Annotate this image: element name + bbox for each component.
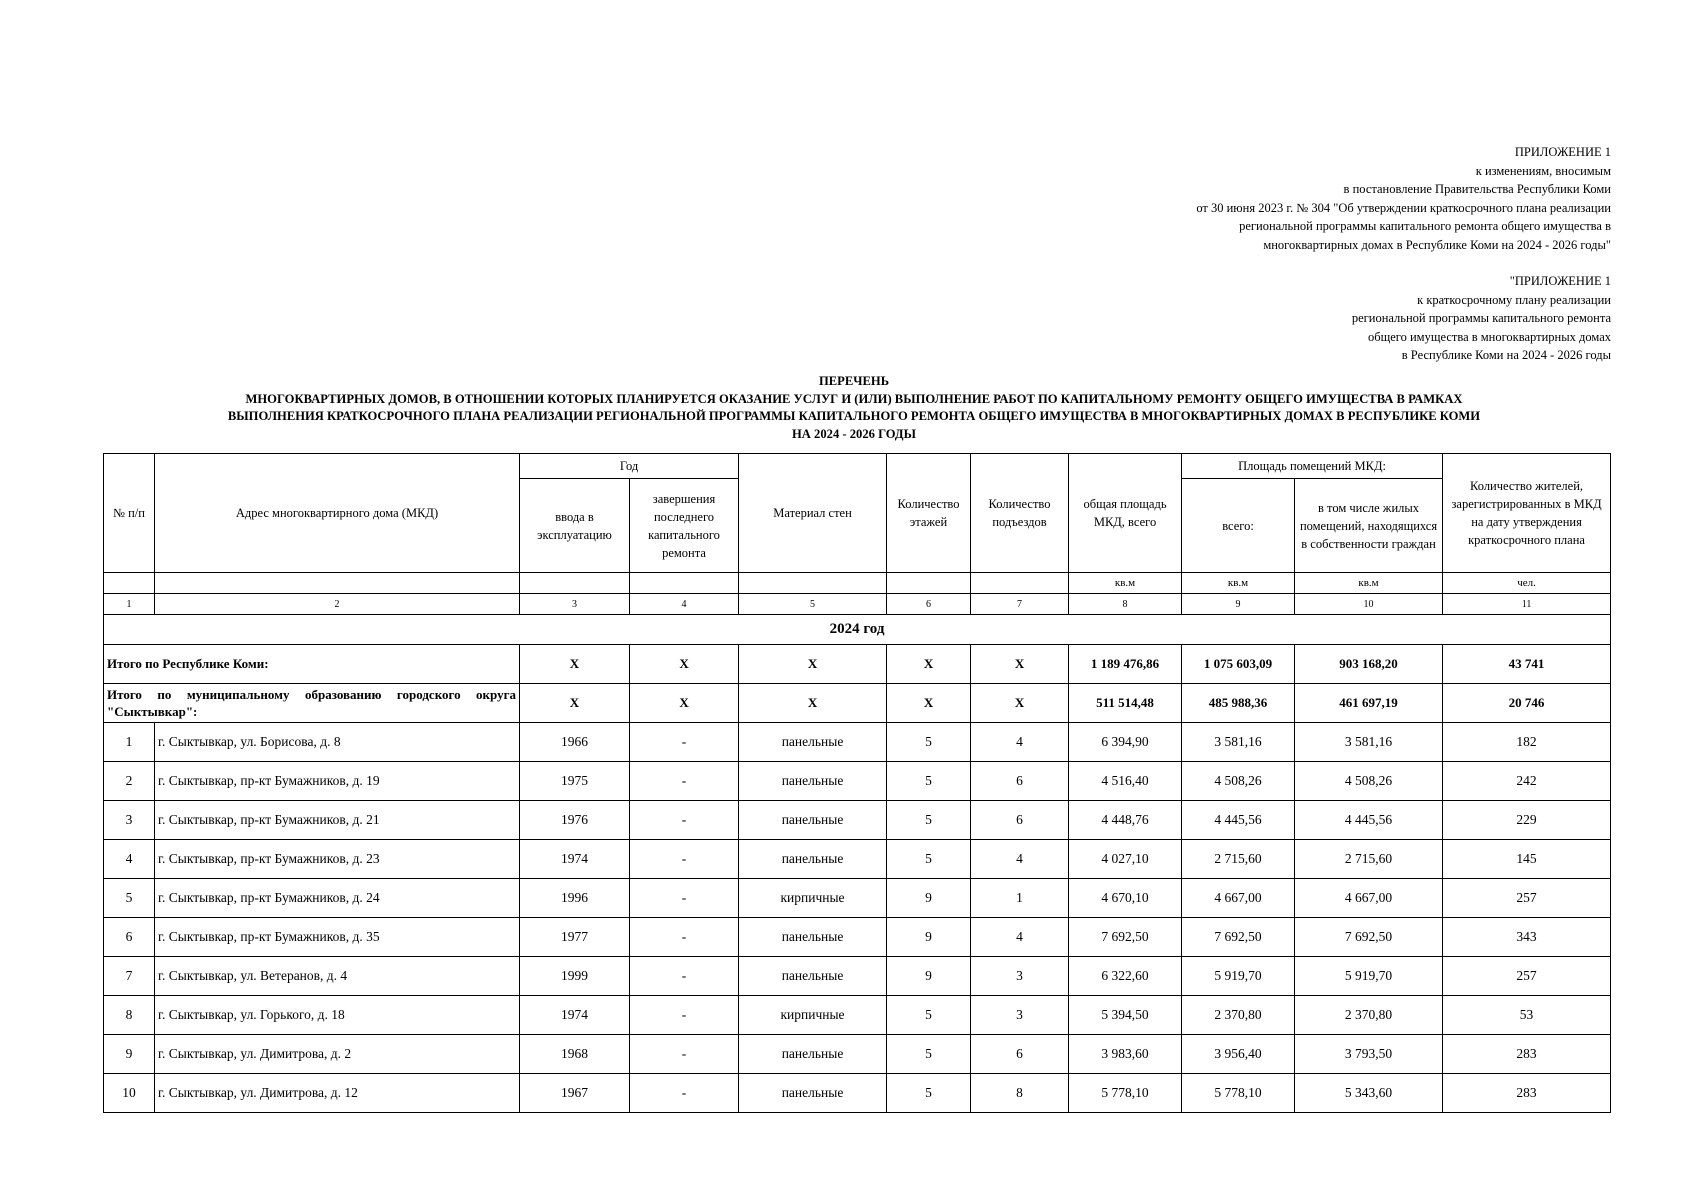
total-area-cell: 4 670,10 [1069, 879, 1182, 918]
table-row [104, 996, 1611, 1035]
entrances-cell: 6 [971, 801, 1069, 840]
header-year-last-repair: завершения последнего капитального ремонта [630, 479, 739, 573]
wall-material-cell: панельные [739, 1074, 887, 1113]
total-cell: X [630, 684, 739, 723]
total-cell: 20 746 [1443, 684, 1611, 723]
area-citizens-cell: 7 692,50 [1295, 918, 1443, 957]
row-number: 4 [104, 840, 155, 879]
address-cell: г. Сыктывкар, пр-кт Бумажников, д. 23 [155, 840, 520, 879]
entrances-cell: 4 [971, 918, 1069, 957]
header-year: Год [520, 454, 739, 479]
wall-material-cell: кирпичные [739, 996, 887, 1035]
entrances-cell: 4 [971, 840, 1069, 879]
total-republic-row [104, 645, 1611, 684]
area-all-cell: 2 370,80 [1182, 996, 1295, 1035]
header-floors: Количество этажей [887, 454, 971, 573]
entrances-cell: 8 [971, 1074, 1069, 1113]
title-line: НА 2024 - 2026 ГОДЫ [792, 426, 916, 441]
area-citizens-cell: 2 370,80 [1295, 996, 1443, 1035]
header-year-commission: ввода в эксплуатацию [520, 479, 630, 573]
last-repair-year-cell: - [630, 840, 739, 879]
area-all-cell: 7 692,50 [1182, 918, 1295, 957]
address-cell: г. Сыктывкар, пр-кт Бумажников, д. 24 [155, 879, 520, 918]
address-cell: г. Сыктывкар, пр-кт Бумажников, д. 21 [155, 801, 520, 840]
entrances-cell: 6 [971, 762, 1069, 801]
total-area-cell: 4 516,40 [1069, 762, 1182, 801]
last-repair-year-cell: - [630, 801, 739, 840]
row-number: 10 [104, 1074, 155, 1113]
total-area-cell: 6 322,60 [1069, 957, 1182, 996]
commission-year-cell: 1975 [520, 762, 630, 801]
commission-year-cell: 1966 [520, 723, 630, 762]
row-number: 9 [104, 1035, 155, 1074]
area-all-cell: 5 778,10 [1182, 1074, 1295, 1113]
address-cell: г. Сыктывкар, ул. Ветеранов, д. 4 [155, 957, 520, 996]
last-repair-year-cell: - [630, 879, 739, 918]
table-row [104, 1074, 1611, 1113]
total-cell: X [520, 645, 630, 684]
total-area-cell: 4 027,10 [1069, 840, 1182, 879]
unit-empty [155, 573, 520, 594]
table-row [104, 723, 1611, 762]
table-row [104, 801, 1611, 840]
area-citizens-cell: 3 793,50 [1295, 1035, 1443, 1074]
appendix-line: многоквартирных домах в Республике Коми на 2024 - 2026 годы" [1263, 237, 1611, 252]
appendix-line: к изменениям, вносимым [1475, 163, 1611, 178]
table-row [104, 957, 1611, 996]
total-cell: X [739, 684, 887, 723]
header-residents: Количество жителей, зарегистрированных в МКД на дату утверждения краткосрочного плана [1443, 454, 1611, 573]
area-citizens-cell: 3 581,16 [1295, 723, 1443, 762]
appendix-line: ПРИЛОЖЕНИЕ 1 [1514, 145, 1611, 159]
appendix-line: в Республике Коми на 2024 - 2026 годы [1401, 348, 1611, 362]
row-number: 2 [104, 762, 155, 801]
residents-cell: 145 [1443, 840, 1611, 879]
total-area-cell: 7 692,50 [1069, 918, 1182, 957]
total-label: Итого по Республике Коми: [104, 645, 520, 684]
total-cell: X [630, 645, 739, 684]
unit-empty [630, 573, 739, 594]
residents-cell: 257 [1443, 957, 1611, 996]
column-number-row [104, 594, 1611, 615]
floors-cell: 9 [887, 957, 971, 996]
last-repair-year-cell: - [630, 918, 739, 957]
total-cell: 43 741 [1443, 645, 1611, 684]
total-area-cell: 3 983,60 [1069, 1035, 1182, 1074]
area-citizens-cell: 4 445,56 [1295, 801, 1443, 840]
col-number: 3 [520, 594, 630, 615]
header-area-citizens: в том числе жилых помещений, находящихся в собственности граждан [1295, 479, 1443, 573]
total-cell: X [887, 645, 971, 684]
residents-cell: 283 [1443, 1035, 1611, 1074]
wall-material-cell: панельные [739, 762, 887, 801]
area-citizens-cell: 4 667,00 [1295, 879, 1443, 918]
unit-empty [739, 573, 887, 594]
last-repair-year-cell: - [630, 1074, 739, 1113]
col-number: 6 [887, 594, 971, 615]
wall-material-cell: панельные [739, 918, 887, 957]
address-cell: г. Сыктывкар, пр-кт Бумажников, д. 35 [155, 918, 520, 957]
total-cell: 485 988,36 [1182, 684, 1295, 723]
header-area-all: всего: [1182, 479, 1295, 573]
appendix-line: от 30 июня 2023 г. № 304 "Об утверждении краткосрочного плана реализации [1196, 200, 1611, 215]
appendix-line: в постановление Правительства Республики Коми [1343, 182, 1611, 196]
area-citizens-cell: 4 508,26 [1295, 762, 1443, 801]
area-all-cell: 3 956,40 [1182, 1035, 1295, 1074]
floors-cell: 5 [887, 1074, 971, 1113]
table-row [104, 1035, 1611, 1074]
col-number: 10 [1295, 594, 1443, 615]
col-number: 1 [104, 594, 155, 615]
header-total-area: общая площадь МКД, всего [1069, 454, 1182, 573]
row-number: 7 [104, 957, 155, 996]
col-number: 2 [155, 594, 520, 615]
unit-total-area: кв.м [1069, 573, 1182, 594]
title-line: ВЫПОЛНЕНИЯ КРАТКОСРОЧНОГО ПЛАНА РЕАЛИЗАЦИИ РЕГИОНАЛЬНОЙ ПРОГРАММЫ КАПИТАЛЬНОГО РЕМОНТА ОБЩЕГО ИМУЩЕСТВА В МНОГОКВАРТИРНЫХ ДОМАХ В РЕСПУБЛИКЕ КОМИ [227, 409, 1481, 423]
residents-cell: 283 [1443, 1074, 1611, 1113]
col-number: 11 [1443, 594, 1611, 615]
unit-empty [887, 573, 971, 594]
wall-material-cell: панельные [739, 957, 887, 996]
row-number: 3 [104, 801, 155, 840]
residents-cell: 257 [1443, 879, 1611, 918]
total-area-cell: 6 394,90 [1069, 723, 1182, 762]
commission-year-cell: 1977 [520, 918, 630, 957]
total-cell: 511 514,48 [1069, 684, 1182, 723]
row-number: 1 [104, 723, 155, 762]
residents-cell: 242 [1443, 762, 1611, 801]
document-title [104, 373, 1604, 443]
commission-year-cell: 1996 [520, 879, 630, 918]
plan-appendix-header [1352, 272, 1611, 365]
entrances-cell: 3 [971, 996, 1069, 1035]
appendix-line: к краткосрочному плану реализации [1417, 292, 1611, 307]
wall-material-cell: панельные [739, 801, 887, 840]
floors-cell: 5 [887, 723, 971, 762]
address-cell: г. Сыктывкар, ул. Димитрова, д. 2 [155, 1035, 520, 1074]
total-cell: 1 075 603,09 [1182, 645, 1295, 684]
commission-year-cell: 1999 [520, 957, 630, 996]
commission-year-cell: 1974 [520, 840, 630, 879]
residents-cell: 182 [1443, 723, 1611, 762]
col-number: 5 [739, 594, 887, 615]
floors-cell: 5 [887, 996, 971, 1035]
floors-cell: 5 [887, 762, 971, 801]
total-cell: 903 168,20 [1295, 645, 1443, 684]
col-number: 7 [971, 594, 1069, 615]
area-all-cell: 4 508,26 [1182, 762, 1295, 801]
total-cell: X [971, 645, 1069, 684]
floors-cell: 9 [887, 879, 971, 918]
last-repair-year-cell: - [630, 996, 739, 1035]
area-all-cell: 3 581,16 [1182, 723, 1295, 762]
table-row [104, 879, 1611, 918]
area-citizens-cell: 5 919,70 [1295, 957, 1443, 996]
entrances-cell: 1 [971, 879, 1069, 918]
total-area-cell: 5 394,50 [1069, 996, 1182, 1035]
wall-material-cell: панельные [739, 840, 887, 879]
area-citizens-cell: 2 715,60 [1295, 840, 1443, 879]
total-municipal-row [104, 684, 1611, 723]
unit-residents: чел. [1443, 573, 1611, 594]
last-repair-year-cell: - [630, 957, 739, 996]
row-number: 6 [104, 918, 155, 957]
unit-empty [104, 573, 155, 594]
table-row [104, 840, 1611, 879]
area-all-cell: 5 919,70 [1182, 957, 1295, 996]
total-cell: 461 697,19 [1295, 684, 1443, 723]
address-cell: г. Сыктывкар, ул. Борисова, д. 8 [155, 723, 520, 762]
entrances-cell: 4 [971, 723, 1069, 762]
residents-cell: 343 [1443, 918, 1611, 957]
row-number: 5 [104, 879, 155, 918]
address-cell: г. Сыктывкар, ул. Горького, д. 18 [155, 996, 520, 1035]
header-wall-material: Материал стен [739, 454, 887, 573]
header-address: Адрес многоквартирного дома (МКД) [155, 454, 520, 573]
year-section-heading: 2024 год [104, 615, 1611, 645]
wall-material-cell: панельные [739, 723, 887, 762]
buildings-table [103, 453, 1611, 1113]
unit-area-all: кв.м [1182, 573, 1295, 594]
residents-cell: 53 [1443, 996, 1611, 1035]
area-all-cell: 4 667,00 [1182, 879, 1295, 918]
appendix-line: региональной программы капитального ремонта общего имущества в [1239, 219, 1611, 233]
last-repair-year-cell: - [630, 1035, 739, 1074]
appendix-line: "ПРИЛОЖЕНИЕ 1 [1509, 274, 1611, 288]
header-entrances: Количество подъездов [971, 454, 1069, 573]
wall-material-cell: панельные [739, 1035, 887, 1074]
area-all-cell: 2 715,60 [1182, 840, 1295, 879]
area-all-cell: 4 445,56 [1182, 801, 1295, 840]
col-number: 4 [630, 594, 739, 615]
address-cell: г. Сыктывкар, ул. Димитрова, д. 12 [155, 1074, 520, 1113]
appendix-line: региональной программы капитального ремонта [1351, 311, 1611, 325]
total-cell: X [887, 684, 971, 723]
table-row [104, 918, 1611, 957]
commission-year-cell: 1976 [520, 801, 630, 840]
last-repair-year-cell: - [630, 723, 739, 762]
total-area-cell: 4 448,76 [1069, 801, 1182, 840]
title-line: МНОГОКВАРТИРНЫХ ДОМОВ, В ОТНОШЕНИИ КОТОРЫХ ПЛАНИРУЕТСЯ ОКАЗАНИЕ УСЛУГ И (ИЛИ) ВЫПОЛНЕНИЕ РАБОТ ПО КАПИТАЛЬНОМУ РЕМОНТУ ОБЩЕГО ИМУЩЕСТВА В РАМКАХ [245, 391, 1463, 406]
title-line: ПЕРЕЧЕНЬ [818, 374, 890, 388]
unit-empty [520, 573, 630, 594]
residents-cell: 229 [1443, 801, 1611, 840]
appendix-header [1196, 143, 1611, 254]
commission-year-cell: 1974 [520, 996, 630, 1035]
col-number: 8 [1069, 594, 1182, 615]
total-area-cell: 5 778,10 [1069, 1074, 1182, 1113]
total-cell: 1 189 476,86 [1069, 645, 1182, 684]
unit-empty [971, 573, 1069, 594]
wall-material-cell: кирпичные [739, 879, 887, 918]
header-num: № п/п [104, 454, 155, 573]
table-row [104, 762, 1611, 801]
total-cell: X [520, 684, 630, 723]
area-citizens-cell: 5 343,60 [1295, 1074, 1443, 1113]
entrances-cell: 6 [971, 1035, 1069, 1074]
entrances-cell: 3 [971, 957, 1069, 996]
appendix-line: общего имущества в многоквартирных домах [1368, 329, 1611, 344]
commission-year-cell: 1967 [520, 1074, 630, 1113]
total-label: Итого по муниципальному образованию городского округа "Сыктывкар": [104, 684, 520, 723]
header-area-group: Площадь помещений МКД: [1182, 454, 1443, 479]
col-number: 9 [1182, 594, 1295, 615]
total-cell: X [739, 645, 887, 684]
last-repair-year-cell: - [630, 762, 739, 801]
address-cell: г. Сыктывкар, пр-кт Бумажников, д. 19 [155, 762, 520, 801]
total-cell: X [971, 684, 1069, 723]
floors-cell: 5 [887, 801, 971, 840]
floors-cell: 9 [887, 918, 971, 957]
floors-cell: 5 [887, 840, 971, 879]
row-number: 8 [104, 996, 155, 1035]
unit-area-citizens: кв.м [1295, 573, 1443, 594]
floors-cell: 5 [887, 1035, 971, 1074]
commission-year-cell: 1968 [520, 1035, 630, 1074]
